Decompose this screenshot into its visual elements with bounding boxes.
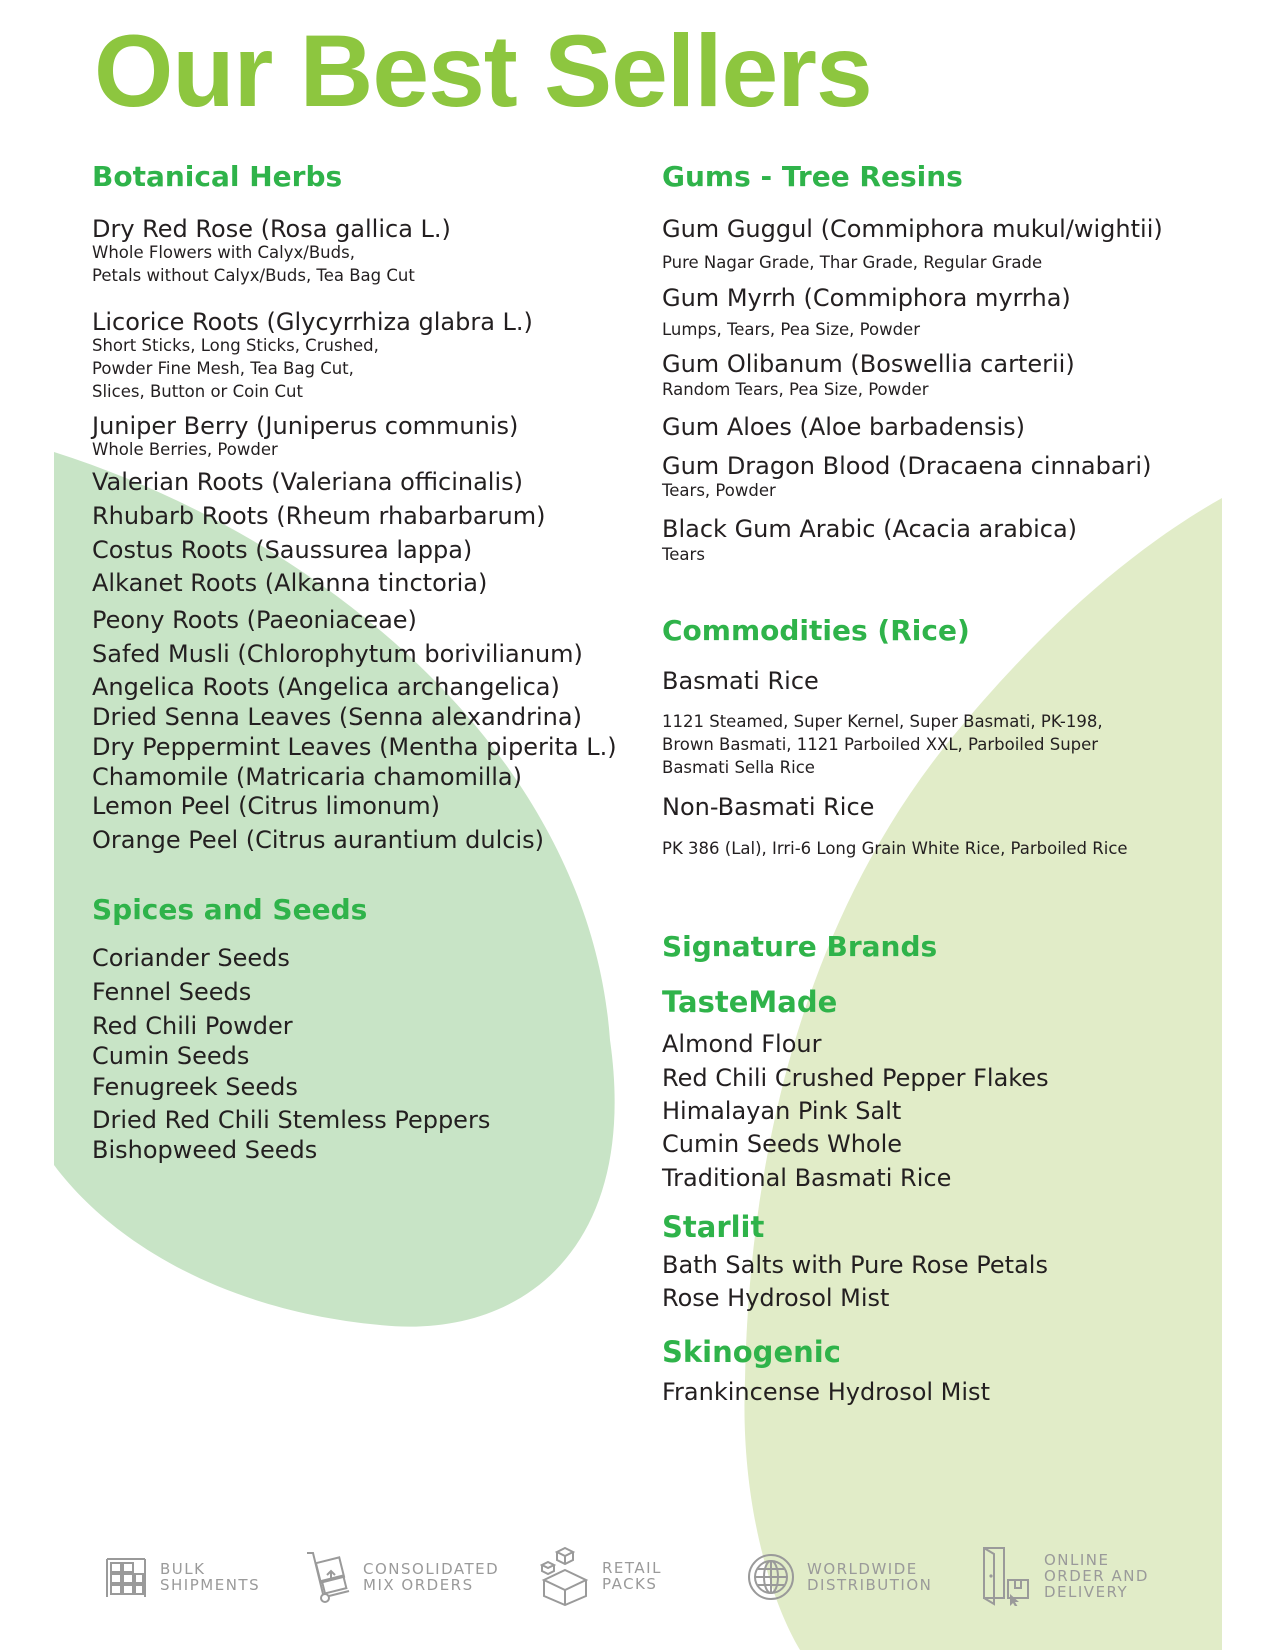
brand-heading-starlit: Starlit	[662, 1210, 765, 1244]
stacked-boxes-icon	[540, 1546, 590, 1606]
list-item: Gum Dragon Blood (Dracaena cinnabari)	[662, 452, 1152, 480]
list-item: Alkanet Roots (Alkanna tinctoria)	[92, 569, 488, 597]
list-item: Bath Salts with Pure Rose Petals	[662, 1251, 1048, 1279]
list-item: Fennel Seeds	[92, 978, 252, 1006]
list-item: Non-Basmati Rice	[662, 793, 875, 821]
feature-label: RETAIL PACKS	[602, 1559, 662, 1593]
list-item: Gum Aloes (Aloe barbadensis)	[662, 413, 1026, 441]
list-item: Dry Peppermint Leaves (Mentha piperita L.)	[92, 733, 617, 761]
item-details: Lumps, Tears, Pea Size, Powder	[662, 320, 920, 339]
list-item: Valerian Roots (Valeriana officinalis)	[92, 468, 524, 496]
item-details: 1121 Steamed, Super Kernel, Super Basmati, PK-198, Brown Basmati, 1121 Parboiled XXL, Parboiled Super Basmati Sella Rice	[662, 712, 1103, 777]
section-heading-botanical-herbs: Botanical Herbs	[92, 160, 343, 193]
brand-heading-skinogenic: Skinogenic	[662, 1335, 841, 1369]
item-details: Tears, Powder	[662, 481, 776, 500]
list-item: Coriander Seeds	[92, 944, 290, 972]
list-item: Dried Senna Leaves (Senna alexandrina)	[92, 703, 582, 731]
list-item: Dried Red Chili Stemless Peppers	[92, 1106, 491, 1134]
item-details: Pure Nagar Grade, Thar Grade, Regular Grade	[662, 253, 1043, 272]
list-item: Gum Guggul (Commiphora mukul/wightii)	[662, 215, 1163, 243]
item-details: Whole Flowers with Calyx/Buds, Petals without Calyx/Buds, Tea Bag Cut	[92, 243, 415, 285]
item-details: PK 386 (Lal), Irri-6 Long Grain White Rice, Parboiled Rice	[662, 839, 1128, 858]
list-item: Rhubarb Roots (Rheum rhabarbarum)	[92, 502, 546, 530]
list-item: Almond Flour	[662, 1030, 822, 1058]
list-item: Basmati Rice	[662, 667, 819, 695]
feature-label: WORLDWIDE DISTRIBUTION	[807, 1560, 933, 1594]
item-details: Whole Berries, Powder	[92, 440, 278, 459]
hand-truck-icon	[305, 1550, 351, 1604]
list-item: Safed Musli (Chlorophytum borivilianum)	[92, 640, 583, 668]
feature-worldwide-distribution	[747, 1553, 932, 1601]
feature-retail-packs	[540, 1546, 662, 1606]
features-bar	[0, 1530, 1275, 1630]
list-item: Himalayan Pink Salt	[662, 1097, 902, 1125]
brand-heading-tastemade: TasteMade	[662, 985, 838, 1019]
page-title: Our Best Sellers	[94, 14, 872, 128]
list-item: Orange Peel (Citrus aurantium dulcis)	[92, 826, 545, 854]
list-item: Fenugreek Seeds	[92, 1073, 298, 1101]
list-item: Dry Red Rose (Rosa gallica L.)	[92, 215, 451, 243]
list-item: Chamomile (Matricaria chamomilla)	[92, 763, 522, 791]
list-item: Cumin Seeds	[92, 1042, 250, 1070]
feature-online-order-and-delivery	[980, 1546, 1149, 1606]
list-item: Cumin Seeds Whole	[662, 1130, 903, 1158]
section-heading-spices-and-seeds: Spices and Seeds	[92, 893, 368, 926]
section-heading-gums-tree-resins: Gums - Tree Resins	[662, 160, 963, 193]
item-details: Tears	[662, 545, 705, 564]
feature-label: CONSOLIDATED MIX ORDERS	[363, 1560, 500, 1594]
section-heading-signature-brands: Signature Brands	[662, 930, 938, 963]
list-item: Black Gum Arabic (Acacia arabica)	[662, 515, 1078, 543]
globe-icon	[747, 1553, 795, 1601]
item-details: Random Tears, Pea Size, Powder	[662, 380, 929, 399]
item-details: Short Sticks, Long Sticks, Crushed, Powder Fine Mesh, Tea Bag Cut, Slices, Button or Coin Cut	[92, 336, 379, 401]
feature-label: BULK SHIPMENTS	[160, 1560, 261, 1594]
warehouse-boxes-icon	[104, 1555, 148, 1599]
list-item: Licorice Roots (Glycyrrhiza glabra L.)	[92, 308, 533, 336]
list-item: Juniper Berry (Juniperus communis)	[92, 412, 519, 440]
list-item: Frankincense Hydrosol Mist	[662, 1378, 990, 1406]
list-item: Gum Myrrh (Commiphora myrrha)	[662, 284, 1071, 312]
list-item: Red Chili Crushed Pepper Flakes	[662, 1064, 1049, 1092]
list-item: Red Chili Powder	[92, 1012, 293, 1040]
door-package-icon	[980, 1546, 1032, 1606]
list-item: Gum Olibanum (Boswellia carterii)	[662, 350, 1075, 378]
list-item: Rose Hydrosol Mist	[662, 1284, 890, 1312]
list-item: Peony Roots (Paeoniaceae)	[92, 606, 417, 634]
list-item: Bishopweed Seeds	[92, 1136, 318, 1164]
list-item: Lemon Peel (Citrus limonum)	[92, 792, 441, 820]
feature-bulk-shipments	[104, 1555, 260, 1599]
section-heading-commodities-rice: Commodities (Rice)	[662, 614, 970, 647]
feature-label: ONLINE ORDER AND DELIVERY	[1044, 1551, 1149, 1601]
list-item: Costus Roots (Saussurea lappa)	[92, 536, 473, 564]
feature-consolidated-mix-orders	[305, 1550, 499, 1604]
list-item: Angelica Roots (Angelica archangelica)	[92, 673, 560, 701]
list-item: Traditional Basmati Rice	[662, 1164, 952, 1192]
